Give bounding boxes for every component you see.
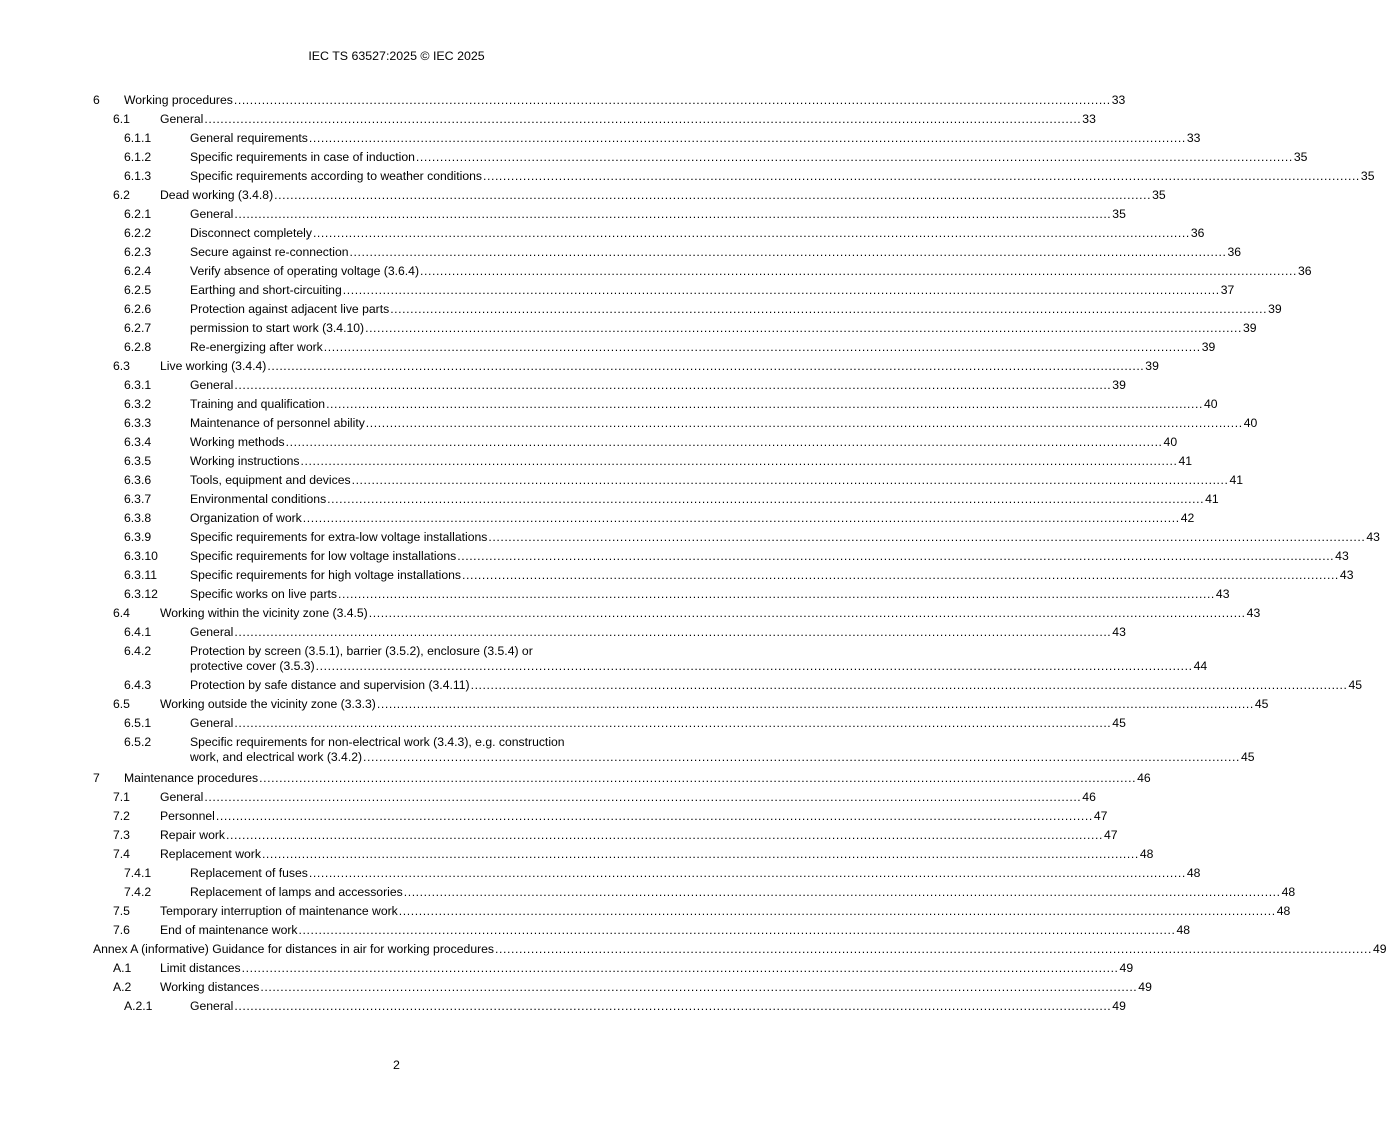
toc-entry[interactable] [93,473,1244,488]
toc-entry-page: 44 [1193,659,1208,673]
toc-entry-title: General [190,207,234,221]
toc-entry[interactable] [93,492,1219,507]
toc-entry-page: 41 [1178,454,1193,468]
toc-entry[interactable] [93,302,1282,317]
toc-entry[interactable] [93,435,1178,450]
toc-entry-number: 6.3.3 [124,416,152,430]
toc-entry-number: 6.2.7 [124,321,152,335]
toc-entry-number: 7.4.1 [124,866,152,880]
toc-entry-number: 6.1.2 [124,150,152,164]
toc-entry[interactable] [93,131,1201,146]
toc-entry[interactable] [93,226,1205,241]
dot-leader: ............................................................................................................................................................................................................................ [260,980,1138,994]
toc-entry-number: 6.5 [113,697,130,711]
toc-entry-title: General [160,790,204,804]
toc-entry-number: 6.2.1 [124,207,152,221]
dot-leader: ............................................................................................................................................................................................................................ [204,112,1082,126]
toc-entry[interactable] [93,904,1291,919]
dot-leader: ............................................................................................................................................................................................................................ [420,264,1297,278]
dot-leader: ............................................................................................................................................................................................................................ [495,942,1372,956]
toc-entry-page: 39 [1201,340,1216,354]
dot-leader: ............................................................................................................................................................................................................................ [323,340,1201,354]
toc-entry[interactable] [93,264,1312,279]
toc-entry-number: 6.3.2 [124,397,152,411]
dot-leader: ............................................................................................................................................................................................................................ [234,999,1112,1013]
toc-entry-number: 7.4.2 [124,885,152,899]
dot-leader: ............................................................................................................................................................................................................................ [234,378,1112,392]
toc-entry-page: 49 [1119,961,1134,975]
toc-entry-page: 41 [1205,492,1219,506]
toc-entry[interactable] [93,866,1201,881]
dot-leader: ............................................................................................................................................................................................................................ [312,226,1190,240]
toc-entry-title: Repair work [160,828,226,842]
toc-entry[interactable] [93,340,1216,355]
dot-leader: ............................................................................................................................................................................................................................ [326,397,1203,411]
dot-leader: ............................................................................................................................................................................................................................ [308,131,1186,145]
toc-entry[interactable] [93,999,1126,1014]
toc-entry-number: 7.6 [113,923,130,937]
toc-entry-page: 49 [1112,999,1126,1013]
dot-leader: ............................................................................................................................................................................................................................ [267,359,1145,373]
toc-entry-title-line1: Protection by screen (3.5.1), barrier (3.5.2), enclosure (3.5.4) or [190,644,533,658]
toc-entry[interactable] [93,847,1154,862]
toc-entry-page: 49 [1138,980,1152,994]
dot-leader: ............................................................................................................................................................................................................................ [368,606,1246,620]
toc-entry-title: General [190,378,234,392]
toc-entry[interactable] [93,678,1363,693]
dot-leader: ............................................................................................................................................................................................................................ [461,568,1339,582]
toc-entry-number: 6.4.2 [124,644,152,658]
toc-entry-number: 6.3.7 [124,492,152,506]
toc-entry-page: 33 [1111,93,1126,107]
toc-entry-number: 7.5 [113,904,130,918]
toc-entry-title: Re-energizing after work [190,340,323,354]
toc-entry-number: 6.2.4 [124,264,152,278]
toc-entry[interactable] [93,828,1118,843]
toc-entry-page: 43 [1335,549,1349,563]
dot-leader: ............................................................................................................................................................................................................................ [365,416,1243,430]
toc-entry-number: 6.4.3 [124,678,152,692]
toc-entry-title: Working instructions [190,454,300,468]
toc-entry-number: 6.1 [113,112,130,126]
toc-entry-page: 39 [1145,359,1159,373]
toc-entry-number: 6.3.1 [124,378,152,392]
dot-leader: ............................................................................................................................................................................................................................ [226,828,1103,842]
toc-entry[interactable] [93,644,1208,674]
toc-entry-title: Protection by safe distance and supervision (3.4.11) [190,678,470,692]
toc-entry[interactable] [93,397,1218,412]
dot-leader: ............................................................................................................................................................................................................................ [337,587,1215,601]
toc-entry[interactable] [93,359,1159,374]
toc-entry[interactable] [93,606,1261,621]
toc-entry-number: 6.2.3 [124,245,152,259]
dot-leader: ............................................................................................................................................................................................................................ [351,473,1229,487]
toc-entry-page: 46 [1082,790,1096,804]
toc-entry-page: 40 [1243,416,1258,430]
dot-leader: ............................................................................................................................................................................................................................ [259,771,1137,785]
toc-entry[interactable] [93,942,1387,957]
dot-leader: ............................................................................................................................................................................................................................ [390,302,1268,316]
toc-entry-page: 49 [1372,942,1387,956]
toc-entry-page: 40 [1204,397,1218,411]
toc-entry-title: permission to start work (3.4.10) [190,321,365,335]
toc-entry-title: Live working (3.4.4) [160,359,267,373]
toc-entry-title: Verify absence of operating voltage (3.6.4) [190,264,419,278]
page-header: IEC TS 63527:2025 © IEC 2025 [308,49,485,63]
toc-entry-page: 45 [1254,697,1269,711]
dot-leader: ............................................................................................................................................................................................................................ [327,492,1205,506]
dot-leader: ............................................................................................................................................................................................................................ [457,549,1335,563]
dot-leader: ............................................................................................................................................................................................................................ [261,847,1139,861]
toc-entry-title: Replacement of lamps and accessories [190,885,403,899]
toc-entry-page: 45 [1348,678,1363,692]
toc-entry-number: 7 [93,771,100,785]
toc-entry-page: 40 [1163,435,1178,449]
toc-entry[interactable] [93,809,1108,824]
toc-entry-number: 6 [93,93,100,107]
toc-entry[interactable] [93,245,1242,260]
toc-entry-title: protective cover (3.5.3) [190,659,315,673]
toc-entry-number: 6.5.1 [124,716,152,730]
toc-entry-title: Working outside the vicinity zone (3.3.3) [160,697,376,711]
toc-entry-page: 43 [1112,625,1126,639]
toc-entry-page: 48 [1281,885,1296,899]
toc-entry-number: 6.1.1 [124,131,152,145]
dot-leader: ............................................................................................................................................................................................................................ [241,961,1119,975]
toc-entry-title: Maintenance of personnel ability [190,416,365,430]
toc-entry-page: 35 [1112,207,1126,221]
toc-entry-title: Working within the vicinity zone (3.4.5) [160,606,368,620]
dot-leader: ............................................................................................................................................................................................................................ [363,750,1240,764]
dot-leader: ............................................................................................................................................................................................................................ [349,245,1227,259]
toc-entry[interactable] [93,454,1193,469]
toc-entry-number: 7.4 [113,847,130,861]
toc-entry-title: Environmental conditions [190,492,327,506]
dot-leader: ............................................................................................................................................................................................................................ [342,283,1220,297]
toc-entry-page: 43 [1215,587,1230,601]
toc-entry[interactable] [93,207,1126,222]
toc-entry-title: Limit distances [160,961,241,975]
toc-entry-page: 36 [1297,264,1312,278]
dot-leader: ............................................................................................................................................................................................................................ [488,530,1366,544]
dot-leader: ............................................................................................................................................................................................................................ [234,625,1112,639]
toc-entry[interactable] [93,716,1126,731]
toc-entry-page: 39 [1243,321,1257,335]
toc-entry-title: Specific works on live parts [190,587,337,601]
toc-entry-title: Protection against adjacent live parts [190,302,390,316]
dot-leader: ............................................................................................................................................................................................................................ [308,866,1186,880]
toc-entry-number: 6.3 [113,359,130,373]
toc-entry-number: 6.3.8 [124,511,152,525]
toc-entry-page: 37 [1220,283,1235,297]
toc-entry-number: 7.1 [113,790,130,804]
dot-leader: ............................................................................................................................................................................................................................ [300,454,1178,468]
toc-entry-page: 35 [1293,150,1308,164]
toc-entry-title: Personnel [160,809,215,823]
toc-entry-number: 6.3.10 [124,549,158,563]
toc-entry-number: 6.3.12 [124,587,158,601]
toc-entry[interactable] [93,378,1126,393]
dot-leader: ............................................................................................................................................................................................................................ [415,150,1293,164]
page-number: 2 [393,1058,400,1072]
dot-leader: ............................................................................................................................................................................................................................ [470,678,1348,692]
toc-entry-title: General [190,625,234,639]
toc-entry-number: 6.2.5 [124,283,152,297]
dot-leader: ............................................................................................................................................................................................................................ [403,885,1281,899]
toc-entry-page: 46 [1137,771,1151,785]
toc-entry-title: Working methods [190,435,285,449]
toc-entry-number: 6.2.2 [124,226,152,240]
toc-entry-page: 43 [1246,606,1261,620]
toc-entry-number: 6.5.2 [124,735,152,749]
toc-entry-title: General requirements [190,131,308,145]
toc-entry-title: Annex A (informative) Guidance for distances in air for working procedures [93,942,495,956]
toc-entry-number: 6.3.9 [124,530,152,544]
toc-entry-title: Dead working (3.4.8) [160,188,274,202]
toc-entry-title: Replacement work [160,847,261,861]
toc-entry-page: 35 [1360,169,1375,183]
toc-entry-number: 7.2 [113,809,130,823]
toc-entry-page: 35 [1152,188,1166,202]
dot-leader: ............................................................................................................................................................................................................................ [234,716,1112,730]
toc-entry[interactable] [93,321,1257,336]
dot-leader: ............................................................................................................................................................................................................................ [365,321,1243,335]
toc-entry-page: 43 [1366,530,1380,544]
toc-entry-number: 6.1.3 [124,169,152,183]
toc-entry-page: 45 [1112,716,1126,730]
toc-entry-title: Working distances [160,980,260,994]
table-of-contents [93,93,1387,1014]
toc-entry-title: General [160,112,204,126]
toc-entry-title: Disconnect completely [190,226,312,240]
toc-entry-page: 33 [1186,131,1201,145]
toc-entry[interactable] [93,771,1151,786]
toc-entry-page: 47 [1103,828,1118,842]
toc-entry[interactable] [93,980,1152,995]
toc-entry-number: 6.2.8 [124,340,152,354]
toc-entry[interactable] [93,511,1195,526]
toc-entry-number: 6.3.5 [124,454,152,468]
toc-entry[interactable] [93,549,1349,564]
dot-leader: ............................................................................................................................................................................................................................ [302,511,1180,525]
dot-leader: ............................................................................................................................................................................................................................ [398,904,1276,918]
toc-entry[interactable] [93,283,1235,298]
toc-entry-page: 36 [1227,245,1242,259]
toc-entry[interactable] [93,735,1255,765]
dot-leader: ............................................................................................................................................................................................................................ [274,188,1152,202]
toc-entry-title: Maintenance procedures [124,771,259,785]
toc-entry[interactable] [93,93,1126,108]
toc-entry-page: 39 [1112,378,1126,392]
toc-entry-number: 6.3.11 [124,568,157,582]
toc-entry-page: 48 [1186,866,1201,880]
toc-entry-page: 42 [1180,511,1195,525]
toc-entry[interactable] [93,625,1126,640]
toc-entry-page: 45 [1240,750,1255,764]
toc-entry[interactable] [93,169,1375,184]
dot-leader: ............................................................................................................................................................................................................................ [315,659,1193,673]
toc-entry-title: Specific requirements in case of induction [190,150,415,164]
toc-entry-page: 36 [1190,226,1205,240]
toc-entry-page: 48 [1276,904,1291,918]
toc-entry-number: 7.3 [113,828,130,842]
dot-leader: ............................................................................................................................................................................................................................ [204,790,1082,804]
dot-leader: ............................................................................................................................................................................................................................ [285,435,1163,449]
dot-leader: ............................................................................................................................................................................................................................ [234,207,1112,221]
toc-entry-title: Specific requirements for high voltage installations [190,568,461,582]
dot-leader: ............................................................................................................................................................................................................................ [376,697,1254,711]
toc-entry-number: 6.3.4 [124,435,152,449]
toc-entry[interactable] [93,697,1269,712]
toc-entry-title: General [190,999,234,1013]
dot-leader: ............................................................................................................................................................................................................................ [215,809,1093,823]
toc-entry-number: 6.2 [113,188,130,202]
toc-entry-number: A.1 [113,961,132,975]
toc-entry-page: 43 [1339,568,1354,582]
toc-entry-number: 6.2.6 [124,302,152,316]
toc-entry-page: 48 [1176,923,1191,937]
toc-entry-title: Secure against re-connection [190,245,349,259]
toc-entry-title: Working procedures [124,93,233,107]
toc-entry[interactable] [93,530,1380,545]
toc-entry-title: Organization of work [190,511,302,525]
toc-entry-title-line1: Specific requirements for non-electrical work (3.4.3), e.g. construction [190,735,565,749]
toc-entry-number: 6.4 [113,606,130,620]
toc-entry-title: End of maintenance work [160,923,298,937]
toc-entry[interactable] [93,188,1166,203]
toc-entry-title: Replacement of fuses [190,866,308,880]
toc-entry-title: General [190,716,234,730]
toc-entry-page: 33 [1082,112,1096,126]
toc-entry[interactable] [93,112,1096,127]
toc-entry-number: 6.3.6 [124,473,152,487]
toc-entry-number: A.2.1 [124,999,153,1013]
toc-entry-page: 39 [1268,302,1282,316]
toc-entry-page: 41 [1229,473,1244,487]
toc-entry[interactable] [93,587,1230,602]
toc-entry[interactable] [93,568,1354,583]
toc-entry-title: Training and qualification [190,397,326,411]
toc-entry-title: Tools, equipment and devices [190,473,351,487]
toc-entry-title: Specific requirements for extra-low voltage installations [190,530,488,544]
toc-entry[interactable] [93,150,1308,165]
toc-entry[interactable] [93,790,1096,805]
toc-entry[interactable] [93,416,1258,431]
toc-entry-number: A.2 [113,980,132,994]
toc-entry-title: Earthing and short-circuiting [190,283,342,297]
toc-entry[interactable] [93,961,1134,976]
toc-entry-title: Temporary interruption of maintenance work [160,904,398,918]
toc-entry-page: 48 [1139,847,1154,861]
toc-entry[interactable] [93,923,1191,938]
toc-entry-title: Specific requirements for low voltage installations [190,549,457,563]
toc-entry-title: work, and electrical work (3.4.2) [190,750,363,764]
dot-leader: ............................................................................................................................................................................................................................ [298,923,1176,937]
toc-entry[interactable] [93,885,1296,900]
toc-entry-page: 47 [1093,809,1108,823]
dot-leader: ............................................................................................................................................................................................................................ [482,169,1360,183]
dot-leader: ............................................................................................................................................................................................................................ [233,93,1111,107]
toc-entry-number: 6.4.1 [124,625,152,639]
toc-entry-title: Specific requirements according to weather conditions [190,169,482,183]
